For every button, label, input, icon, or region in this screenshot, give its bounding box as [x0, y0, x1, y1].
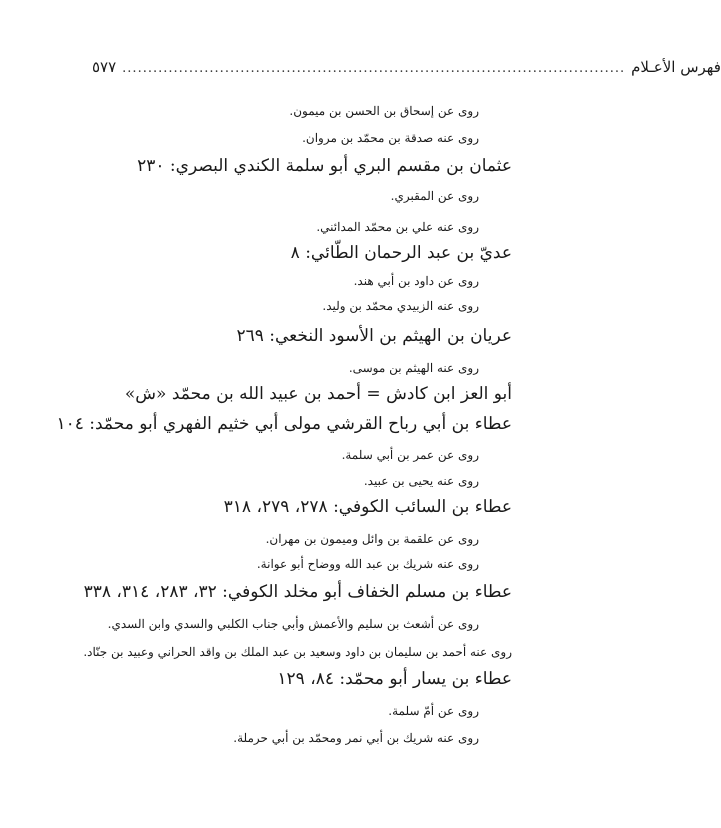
entry-heading: عطاء بن مسلم الخفاف أبو مخلد الكوفي: ٣٢، ٢٨٣، ٣١٤، ٣٣٨	[83, 582, 512, 602]
narrated-from-line: روى عن داود بن أبي هند.	[353, 274, 479, 288]
cross-reference-entry: أبو العز ابن كادش = أحمد بن عبيد الله بن محمّد «ش»	[124, 384, 512, 404]
page-number: ٥٧٧	[92, 58, 117, 76]
narrated-from-line: روى عن إسحاق بن الحسن بن ميمون.	[289, 104, 479, 118]
running-title: فهرس الأعـلام	[631, 58, 721, 76]
entry-heading: عطاء بن أبي رباح القرشي مولى أبي خثيم الفهري أبو محمّد: ١٠٤	[56, 414, 512, 434]
narrated-from-line: روى عن المقبري.	[390, 189, 479, 203]
narrated-by-line: روى عنه علي بن محمّد المدائني.	[316, 220, 479, 234]
narrated-by-line: روى عنه شريك بن أبي نمر ومحمّد بن أبي حرملة.	[233, 731, 479, 745]
entry-heading: عطاء بن السائب الكوفي: ٢٧٨، ٢٧٩، ٣١٨	[223, 497, 512, 517]
page-header	[92, 58, 721, 84]
narrated-by-line: روى عنه شريك بن عبد الله ووضاح أبو عوانة.	[256, 557, 479, 571]
narrated-from-line: روى عن أشعث بن سليم والأعمش وأبي جناب الكلبي والسدي وابن السدي.	[107, 617, 479, 631]
entry-heading: عثمان بن مقسم البري أبو سلمة الكندي البصري: ٢٣٠	[137, 156, 512, 176]
narrated-from-line: روى عن علقمة بن وائل وميمون بن مهران.	[265, 532, 479, 546]
entry-heading: عديّ بن عبد الرحمان الطّائي: ٨	[290, 243, 512, 263]
entry-heading: عطاء بن يسار أبو محمّد: ٨٤، ١٢٩	[277, 669, 512, 689]
narrated-by-line: روى عنه الزبيدي محمّد بن وليد.	[322, 299, 479, 313]
narrated-by-line: روى عنه يحيى بن عبيد.	[363, 474, 479, 488]
narrated-by-line: روى عنه صدقة بن محمّد بن مروان.	[302, 131, 479, 145]
entry-heading: عريان بن الهيثم بن الأسود النخعي: ٢٦٩	[236, 326, 512, 346]
narrated-from-line: روى عن أمّ سلمة.	[388, 704, 479, 718]
narrated-from-line: روى عن عمر بن أبي سلمة.	[341, 448, 479, 462]
narrated-by-line: روى عنه الهيثم بن موسى.	[348, 361, 479, 375]
leader-dots: ..................................................................................................	[122, 61, 626, 76]
narrated-by-line: روى عنه أحمد بن سليمان بن داود وسعيد بن عبد الملك بن واقد الحراني وعبيد بن جنّاد.	[83, 645, 512, 659]
